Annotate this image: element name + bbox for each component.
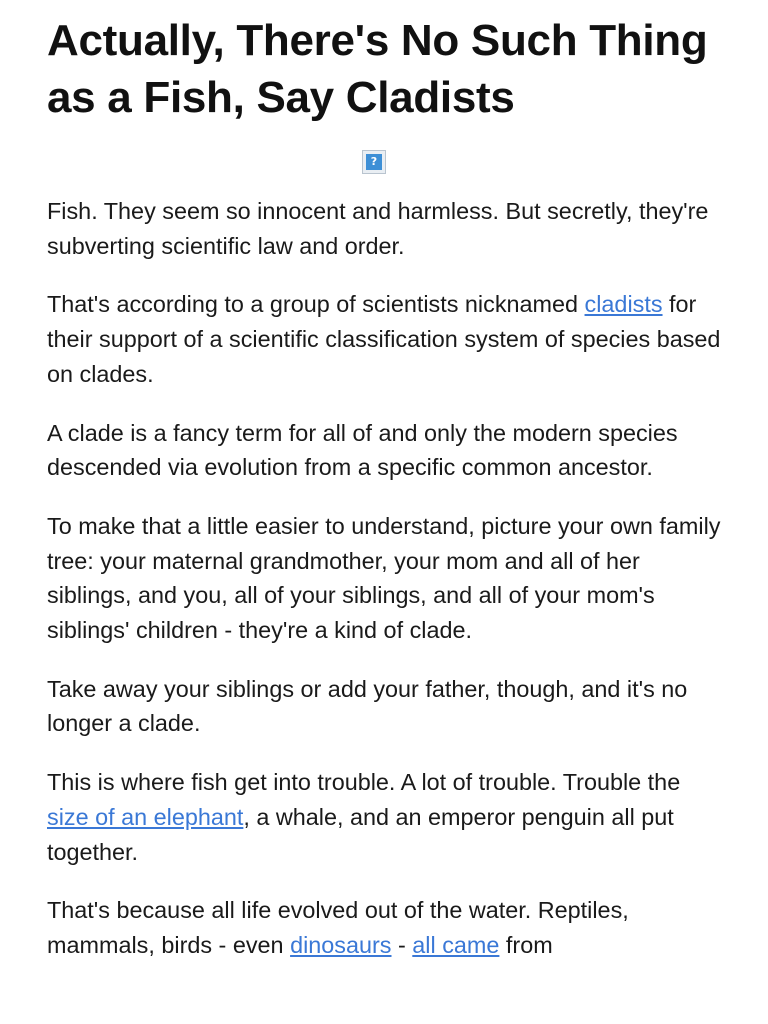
all-came-link[interactable]: all came [412,931,500,958]
paragraph-7-text-start: That's because all life evolved out of the water. Reptiles, mammals, birds - even [47,897,629,958]
paragraph-7 [47,893,727,962]
article [47,0,727,963]
paragraph-6 [47,765,727,869]
paragraph-7-text-end: from [499,931,553,958]
paragraph-3: A clade is a fancy term for all of and only the modern species descended via evolution from a specific common ancestor. [47,419,678,481]
paragraph-6-text-start: This is where fish get into trouble. A lot of trouble. Trouble the [47,769,681,796]
paragraph-2-text-start: That's according to a group of scientists nicknamed [47,291,585,318]
article-title: Actually, There's No Such Thing as a Fish, Say Cladists [47,16,708,122]
dinosaurs-link[interactable]: dinosaurs [290,931,392,958]
paragraph-2-text-end: for their support of a scientific classification system of species based on clades. [47,291,721,387]
paragraph-5: Take away your siblings or add your father, though, and it's no longer a clade. [47,675,688,737]
paragraph-7-separator: - [391,931,413,958]
question-mark-icon: ? [366,154,382,170]
article-image [47,150,727,176]
cladists-link[interactable]: cladists [584,291,663,318]
paragraph-6-text-end: , a whale, and an emperor penguin all put together. [47,803,674,865]
paragraph-1: Fish. They seem so innocent and harmless. But secretly, they're subverting scientific law and order. [47,198,709,259]
size-of-an-elephant-link[interactable]: size of an elephant [47,803,244,830]
broken-image-icon [362,150,386,174]
paragraph-4: To make that a little easier to understand, picture your own family tree: your maternal grandmother, your mom and all of her siblings, and you, all of your siblings, and all of your mom's siblings' children - they're a kind of clade. [47,512,721,644]
paragraph-2 [47,287,727,391]
